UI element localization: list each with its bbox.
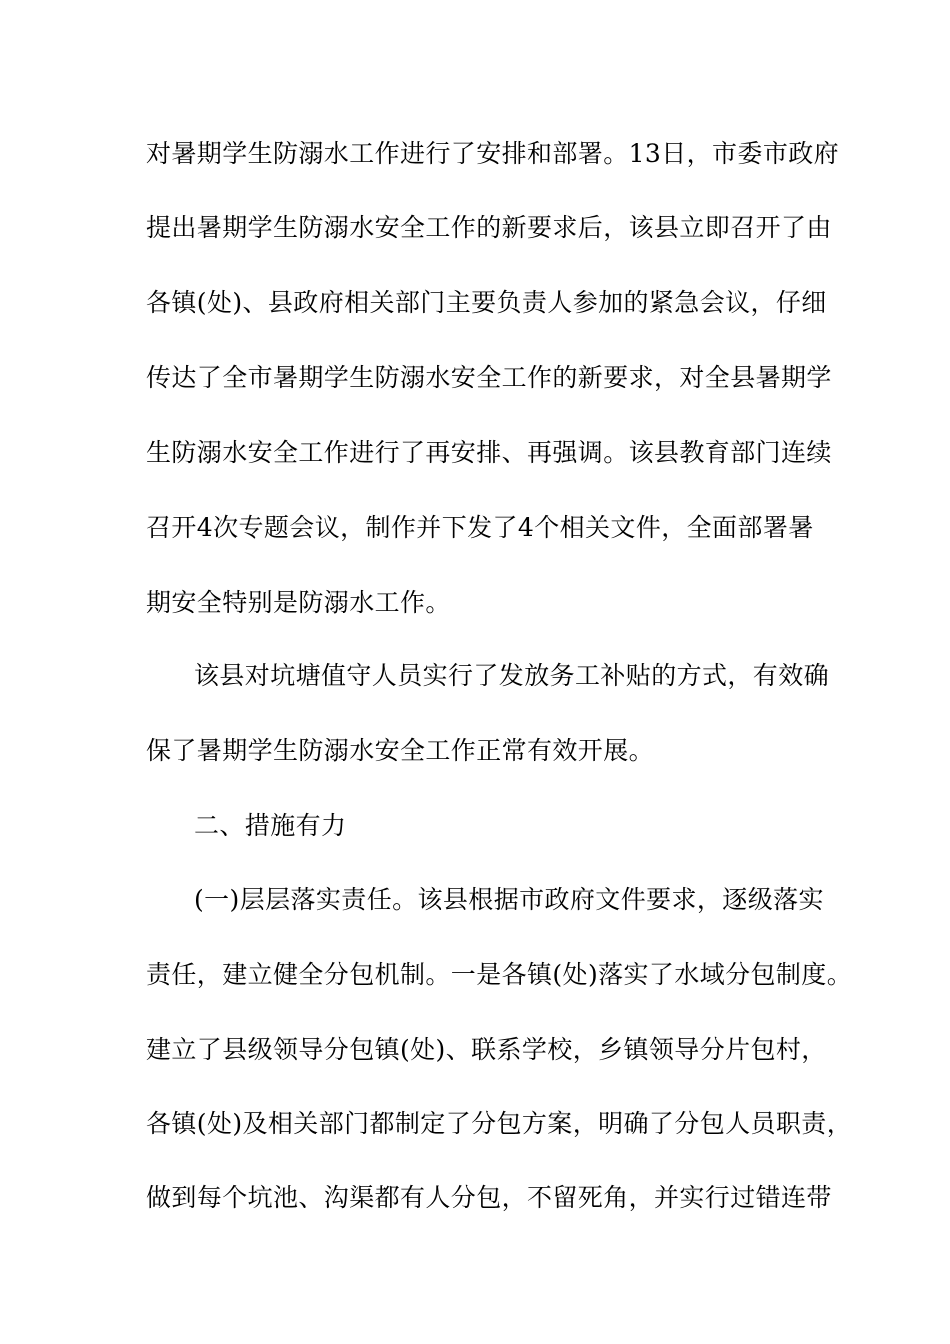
paragraph-line: 建立了县级领导分包镇(处)、联系学校，乡镇领导分片包村，: [146, 1035, 827, 1064]
paragraph-line: 召开4次专题会议，制作并下发了4个相关文件，全面部署暑: [146, 513, 814, 542]
paragraph-line: 期安全特别是防溺水工作。: [146, 588, 451, 617]
paragraph-line: 责任，建立健全分包机制。一是各镇(处)落实了水域分包制度。: [146, 960, 853, 989]
paragraph-line: 对暑期学生防溺水工作进行了安排和部署。13日，市委市政府: [146, 139, 840, 168]
paragraph-line: 该县对坑塘值守人员实行了发放务工补贴的方式，有效确: [194, 661, 830, 690]
paragraph-line: (一)层层落实责任。该县根据市政府文件要求，逐级落实: [194, 885, 824, 914]
paragraph-line: 传达了全市暑期学生防溺水安全工作的新要求，对全县暑期学: [146, 363, 832, 392]
paragraph-line: 各镇(处)及相关部门都制定了分包方案，明确了分包人员职责，: [146, 1109, 853, 1138]
paragraph-line: 各镇(处)、县政府相关部门主要负责人参加的紧急会议，仔细: [146, 288, 827, 317]
paragraph-line: 做到每个坑池、沟渠都有人分包，不留死角，并实行过错连带: [146, 1183, 832, 1212]
paragraph-line: 保了暑期学生防溺水安全工作正常有效开展。: [146, 736, 655, 765]
section-heading: 二、措施有力: [194, 811, 347, 840]
paragraph-line: 提出暑期学生防溺水安全工作的新要求后，该县立即召开了由: [146, 213, 832, 242]
paragraph-line: 生防溺水安全工作进行了再安排、再强调。该县教育部门连续: [146, 438, 832, 467]
